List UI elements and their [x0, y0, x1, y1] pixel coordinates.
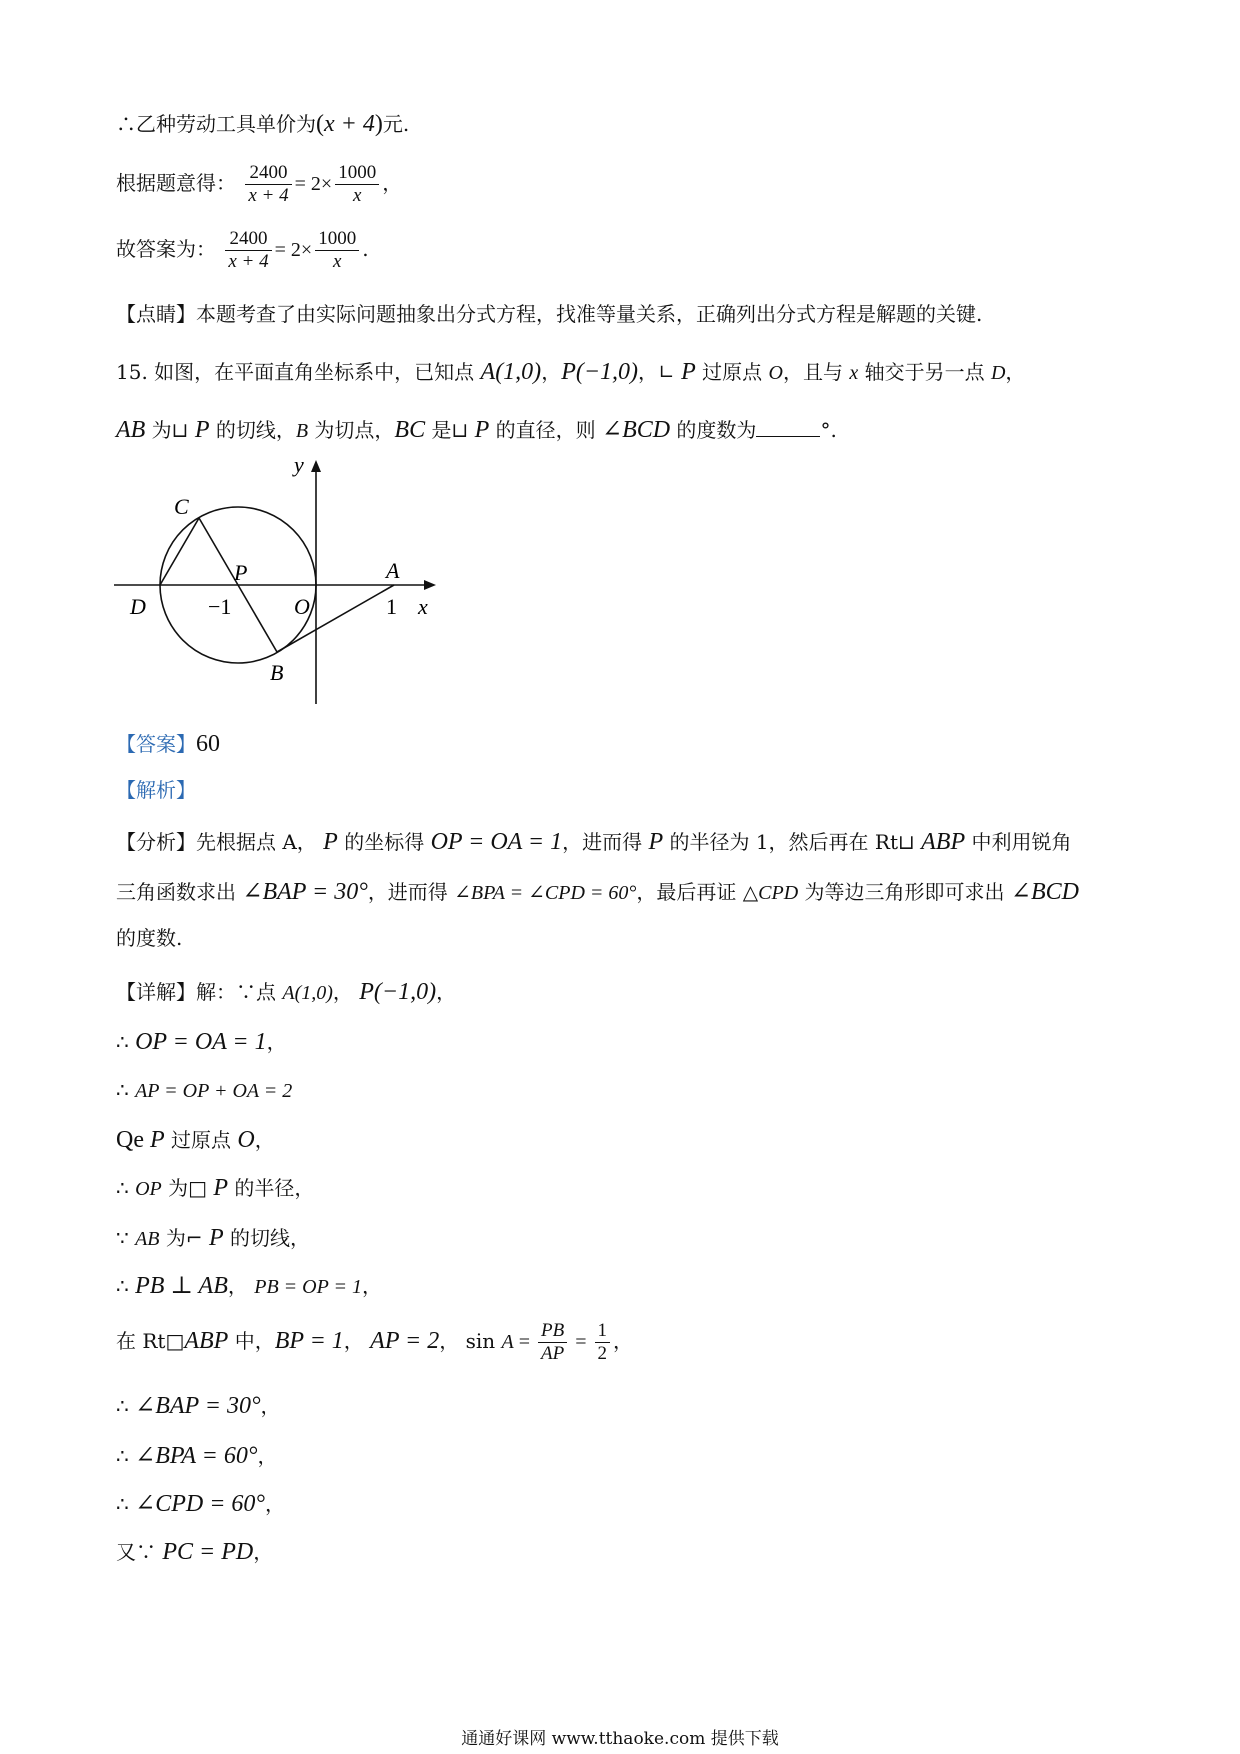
label-one: 1: [386, 594, 397, 619]
y-axis-arrow: [311, 460, 321, 472]
label-d: D: [130, 594, 146, 619]
fraction: $\frac{2400}{x + 4}$: [225, 228, 271, 273]
fraction: $\frac{1000}{x}$: [315, 228, 359, 273]
analysis-line2: 三角函数求出 ∠BAP = 30°，进而得 ∠BPA = ∠CPD = 60°，最后再证 △CPD 为等边三角形即可求出 ∠BCD: [116, 879, 1079, 905]
solution-line12: 又∵ PC = PD，: [116, 1539, 274, 1565]
solution-line7: ∴ PB ⊥ AB， PB = OP = 1，: [116, 1273, 382, 1299]
geometry-figure: [110, 452, 450, 712]
x-axis-arrow: [424, 580, 436, 590]
solution-line9: ∴ ∠BAP = 30°，: [116, 1393, 281, 1419]
label-x: x: [418, 594, 428, 619]
solution-line2: ∴ OP = OA = 1，: [116, 1029, 287, 1055]
fraction: $\frac{PB}{AP}$: [538, 1320, 567, 1365]
analysis-heading: 【解析】: [116, 778, 196, 802]
question-15-line1: 15. 如图，在平面直角坐标系中，已知点 A(1,0)，P(−1,0)，∟ P 过原点 O，且与 x 轴交于另一点 D，: [116, 359, 1026, 385]
label-p: P: [234, 560, 248, 585]
fraction: $\frac{1000}{x}$: [335, 162, 379, 207]
label-y: y: [294, 452, 304, 477]
answer-line: 【答案】60: [116, 731, 220, 757]
label-b: B: [270, 660, 284, 685]
analysis-line3: 的度数.: [116, 926, 183, 950]
page-footer: 通通好课网 www.tthaoke.com 提供下载: [461, 1729, 779, 1749]
solution-line3: ∴ AP = OP + OA = 2: [116, 1078, 293, 1102]
solution-line1: 【详解】解：∵点 A(1,0)， P(−1,0)，: [116, 979, 457, 1005]
solution-line5: ∴ OP 为□ P 的半径，: [116, 1175, 315, 1201]
solution-line11: ∴ ∠CPD = 60°，: [116, 1491, 285, 1517]
label-neg-one: −1: [208, 594, 232, 619]
fraction: $\frac{2400}{x + 4}$: [245, 162, 291, 207]
answer-blank: [756, 418, 820, 437]
line-unit-price: ∴乙种劳动工具单价为(x + 4)元.: [116, 111, 410, 137]
solution-line4: Qe P 过原点 O，: [116, 1127, 275, 1153]
question-15-line2: AB 为⊔ P 的切线，B 为切点，BC 是⊔ P 的直径，则 ∠BCD 的度数为 °.: [116, 417, 837, 443]
line-final-answer: 故答案为： $\frac{2400}{x + 4}$ = 2× $\frac{1000}{x}$ .: [116, 228, 369, 272]
analysis-line1: 【分析】先根据点 A， P 的坐标得 OP = OA = 1，进而得 P 的半径为 1，然后再在 Rt⊔ ABP 中利用锐角: [116, 829, 1072, 855]
label-o: O: [294, 594, 310, 619]
fraction: $\frac{1}{2}$: [595, 1320, 611, 1365]
label-a: A: [386, 558, 400, 583]
label-c: C: [174, 494, 189, 519]
line-comment: 【点睛】本题考查了由实际问题抽象出分式方程，找准等量关系，正确列出分式方程是解题的关键.: [116, 302, 983, 326]
solution-line8: 在 Rt□ABP 中，BP = 1， AP = 2， sin A = $\frac{PB}{AP}$ = $\frac{1}{2}$ ，: [116, 1320, 634, 1364]
line-equation: 根据题意得： $\frac{2400}{x + 4}$ = 2× $\frac{1000}{x}$ ，: [116, 162, 403, 206]
solution-line6: ∵ AB 为⌐ P 的切线，: [116, 1225, 311, 1251]
segment-dc: [160, 518, 199, 585]
solution-line10: ∴ ∠BPA = 60°，: [116, 1443, 278, 1469]
